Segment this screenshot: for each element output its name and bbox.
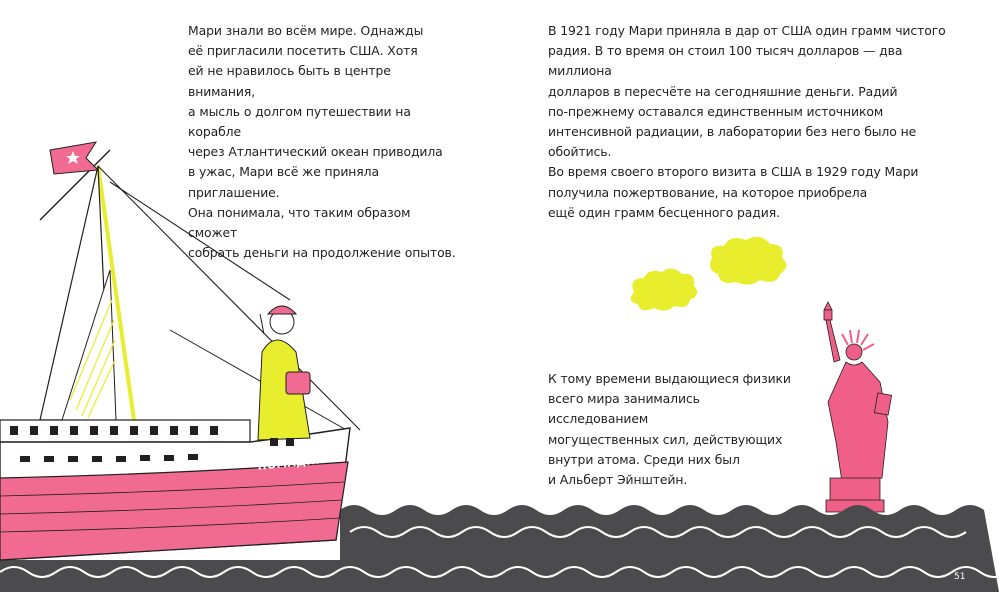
cloud-right <box>710 237 787 285</box>
cloud-left <box>631 268 697 310</box>
paragraph-left: Мари знали во всём мире. Однажды её пригласили посетить США. Хотя ей не нравилось быть в центре внимания, а мысль о долгом путешествии на корабле через Атлантический океан приводила в ужас, Мари всё же приняла приглашение. Она понимала, что таким образом сможет собрать деньги на продолжение опытов. <box>188 23 456 261</box>
page-number: 51 <box>954 572 966 582</box>
marie-figure <box>258 306 310 446</box>
statue-of-liberty <box>824 302 892 512</box>
paragraph-right: В 1921 году Мари приняла в дар от США один грамм чистого радия. В то время он стоил 100 тысяч долларов — два миллиона долларов в пересчёте на сегодняшние деньги. Радий по-прежнему оставался единственным источником интенсивной радиации, в лаборатории без него было не обойтись. Во время своего второго визита в США в 1929 году Мари получила пожертвование, на которое приобрела ещё один грамм бесценного радия. <box>548 23 946 220</box>
paragraph-bottom: К тому времени выдающиеся физики всего мира занимались исследованием могущественных сил, действующих внутри атома. Среди них был и Альберт Эйнштейн. <box>548 371 791 488</box>
ship-name-label: НОМАДИК <box>257 454 326 473</box>
